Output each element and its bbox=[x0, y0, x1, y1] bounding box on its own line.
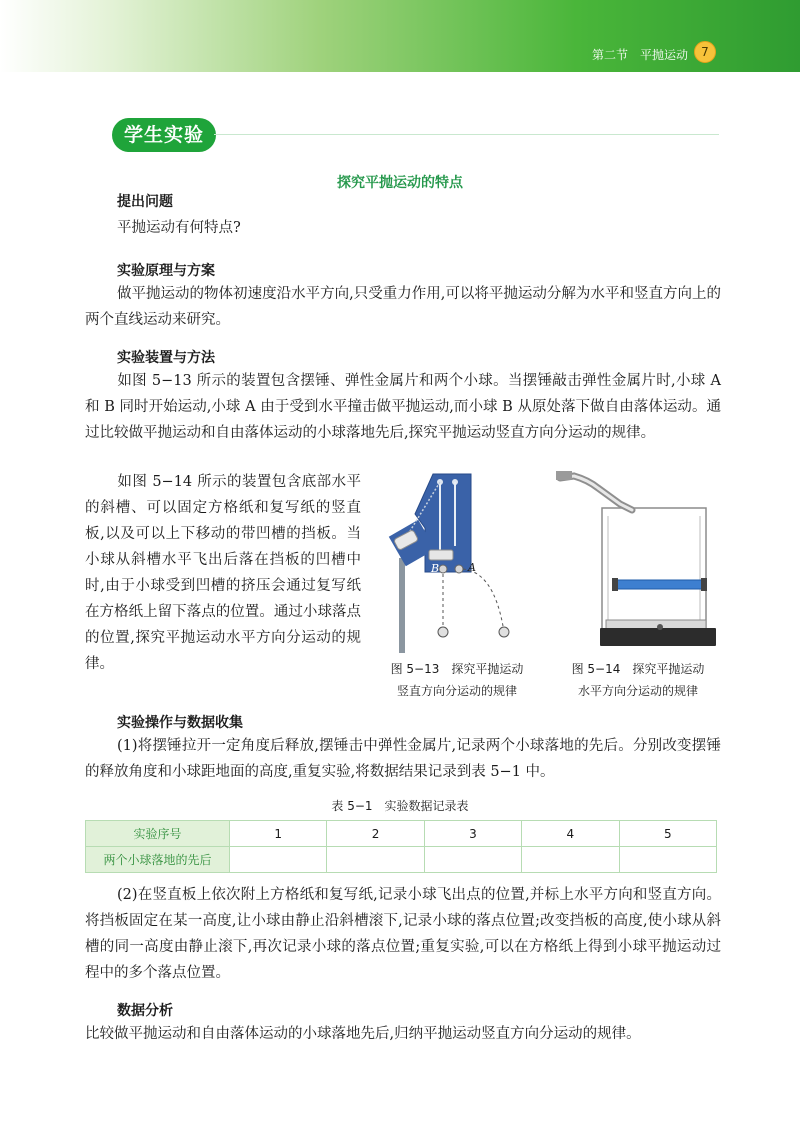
operation-paragraph-2 bbox=[85, 882, 721, 986]
figure-5-14-caption bbox=[548, 658, 728, 702]
row-label-trial: 实验序号 bbox=[86, 821, 230, 847]
question-text: 平抛运动有何特点? bbox=[117, 220, 241, 236]
label-b: B bbox=[431, 562, 440, 575]
question-heading: 提出问题 bbox=[117, 194, 173, 210]
fig-5-13-caption-line1: 图 5−13 探究平抛运动 bbox=[390, 662, 524, 676]
trial-number: 2 bbox=[327, 821, 424, 847]
chute-groove bbox=[560, 476, 632, 510]
ball-a-landed bbox=[499, 627, 509, 637]
apparatus-heading: 实验装置与方法 bbox=[117, 350, 215, 366]
analysis-paragraph bbox=[85, 1021, 721, 1047]
chapter-title: 平抛运动 bbox=[639, 48, 688, 62]
principle-heading: 实验原理与方案 bbox=[117, 263, 215, 279]
hammer-bottom bbox=[429, 550, 453, 560]
vertical-board bbox=[602, 508, 706, 630]
fig-5-14-caption-line1: 图 5−14 探究平抛运动 bbox=[571, 662, 705, 676]
apparatus-paragraph-1 bbox=[85, 368, 721, 446]
table-cell-empty bbox=[424, 847, 521, 873]
apparatus-text-1: 如图 5−13 所示的装置包含摆锤、弹性金属片和两个小球。当摆锤敲击弹性金属片时,小球 A 和 B 同时开始运动,小球 A 由于受到水平撞击做平抛运动,而小球 B 从原处落下做自由落体运动。通过比较做平抛运动和自由落体运动的小球落地先后,探究平抛运动竖直方向分运动的规律。 bbox=[85, 373, 721, 441]
trial-number: 3 bbox=[424, 821, 521, 847]
ball-b-landed bbox=[438, 627, 448, 637]
baffle-clamp-left bbox=[612, 578, 618, 591]
apparatus-paragraph-2 bbox=[85, 469, 361, 677]
trial-number: 4 bbox=[522, 821, 619, 847]
baffle-clamp-right bbox=[701, 578, 707, 591]
analysis-heading: 数据分析 bbox=[117, 1003, 173, 1019]
level-screw bbox=[657, 624, 663, 630]
figure-5-13-apparatus bbox=[385, 468, 535, 653]
trial-number: 1 bbox=[230, 821, 327, 847]
table-cell-empty bbox=[327, 847, 424, 873]
table-cell-empty bbox=[619, 847, 716, 873]
operation-paragraph-1 bbox=[85, 733, 721, 785]
running-header bbox=[592, 46, 688, 63]
banner-divider bbox=[214, 134, 719, 135]
table-row bbox=[86, 821, 717, 847]
operation-text-1: (1)将摆锤拉开一定角度后释放,摆锤击中弹性金属片,记录两个小球落地的先后。分别改变摆锤的释放角度和小球距地面的高度,重复实验,将数据结果记录到表 5−1 中。 bbox=[85, 738, 721, 780]
movable-baffle bbox=[616, 580, 706, 589]
fig-5-14-caption-line2: 水平方向分运动的规律 bbox=[577, 684, 698, 698]
support-rod bbox=[399, 558, 405, 653]
principle-paragraph bbox=[85, 281, 721, 333]
ball-a bbox=[455, 565, 463, 573]
chute-clamp bbox=[556, 471, 572, 480]
projectile-path bbox=[463, 569, 503, 626]
figure-5-13-caption bbox=[365, 658, 549, 702]
principle-text: 做平抛运动的物体初速度沿水平方向,只受重力作用,可以将平抛运动分解为水平和竖直方向上的两个直线运动来研究。 bbox=[85, 286, 721, 328]
trial-number: 5 bbox=[619, 821, 716, 847]
data-table bbox=[85, 820, 717, 873]
table-caption: 表 5−1 实验数据记录表 bbox=[331, 799, 469, 813]
table-cell-empty bbox=[230, 847, 327, 873]
analysis-text: 比较做平抛运动和自由落体运动的小球落地先后,归纳平抛运动竖直方向分运动的规律。 bbox=[85, 1026, 641, 1042]
ball-b bbox=[439, 565, 447, 573]
base-plate bbox=[600, 628, 716, 646]
experiment-badge: 学生实验 bbox=[112, 118, 216, 152]
fig-5-13-caption-line2: 竖直方向分运动的规律 bbox=[396, 684, 517, 698]
table-cell-empty bbox=[522, 847, 619, 873]
operation-heading: 实验操作与数据收集 bbox=[117, 715, 243, 731]
page-number-badge: 7 bbox=[694, 41, 716, 63]
figure-5-14-apparatus bbox=[548, 468, 723, 653]
row-label-landing-order: 两个小球落地的先后 bbox=[86, 847, 230, 873]
table-row bbox=[86, 847, 717, 873]
question-paragraph bbox=[85, 215, 721, 241]
label-a: A bbox=[468, 561, 476, 574]
operation-text-2: (2)在竖直板上依次附上方格纸和复写纸,记录小球飞出点的位置,并标上水平方向和竖直方向。将挡板固定在某一高度,让小球由静止沿斜槽滚下,记录小球的落点位置;改变挡板的高度,使小球从斜槽的同一高度由静止滚下,再次记录小球的落点位置;重复实验,可以在方格纸上得到小球平抛运动过程中的多个落点位置。 bbox=[85, 887, 721, 981]
apparatus-text-2: 如图 5−14 所示的装置包含底部水平的斜槽、可以固定方格纸和复写纸的竖直板,以及可以上下移动的带凹槽的挡板。当小球从斜槽水平飞出后落在挡板的凹槽中时,由于小球受到凹槽的挤压会通过复写纸在方格纸上留下落点的位置。通过小球落点的位置,探究平抛运动水平方向分运动的规律。 bbox=[85, 474, 361, 672]
section-label: 第二节 bbox=[591, 48, 628, 62]
experiment-title: 探究平抛运动的特点 bbox=[337, 175, 463, 191]
